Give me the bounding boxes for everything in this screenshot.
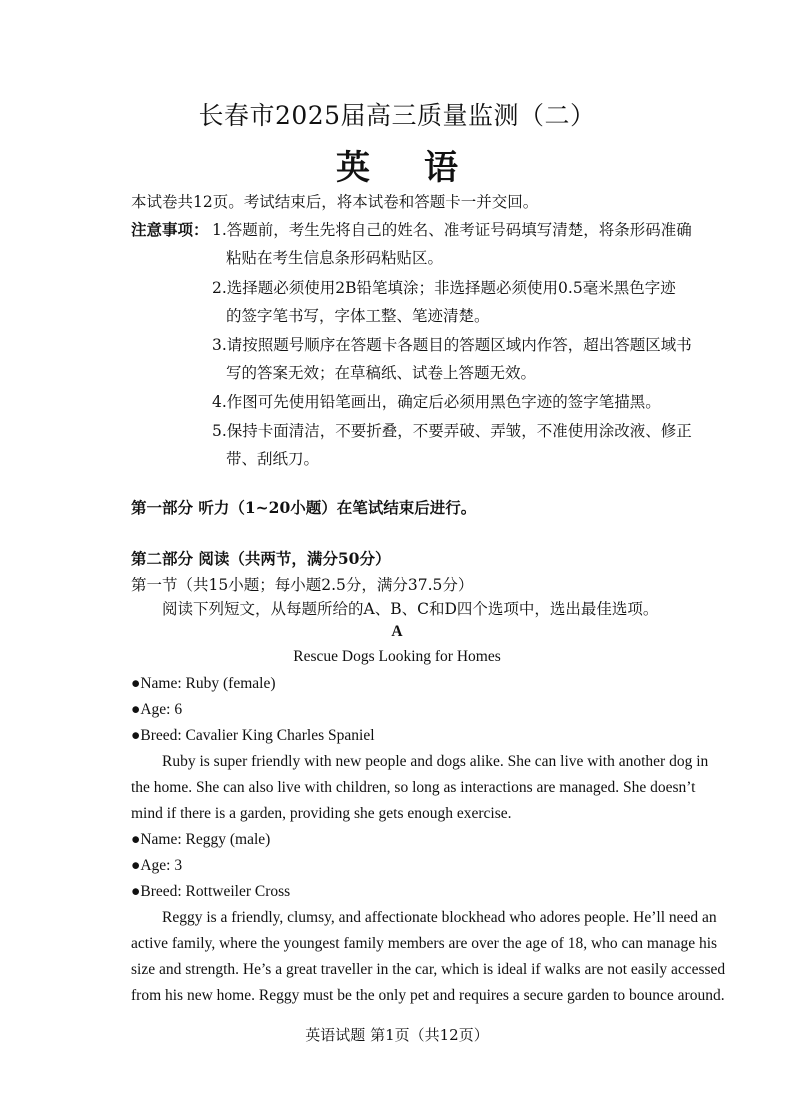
dog-2-breed: ●Breed: Rottweiler Cross <box>131 883 291 900</box>
note-5-line-2: 带、刮纸刀。 <box>226 450 320 468</box>
note-5-line-1: 5.保持卡面清洁，不要折叠，不要弄破、弄皱，不准使用涂改液、修正 <box>212 422 692 440</box>
dog-1-desc-line-2: the home. She can also live with children, so long as interactions are managed. She doesn’t <box>131 779 696 796</box>
dog-1-age: ●Age: 6 <box>131 701 183 718</box>
exam-title: 长春市2025届高三质量监测（二） <box>198 101 596 130</box>
dog-2-desc-line-2: active family, where the youngest family members are over the age of 18, who can manage his <box>131 935 718 952</box>
page-footer: 英语试题 第1页（共12页） <box>305 1026 489 1044</box>
dog-2-desc-line-1: Reggy is a friendly, clumsy, and affectionate blockhead who adores people. He’ll need an <box>162 909 717 926</box>
dog-1-desc-line-3: mind if there is a garden, providing she gets enough exercise. <box>131 805 512 822</box>
reading-instruction: 阅读下列短文，从每题所给的A、B、C和D四个选项中，选出最佳选项。 <box>162 600 659 618</box>
dog-2-desc-line-4: from his new home. Reggy must be the only pet and requires a secure garden to bounce around. <box>131 987 725 1004</box>
dog-2-age: ●Age: 3 <box>131 857 183 874</box>
dog-2-name: ●Name: Reggy (male) <box>131 831 271 848</box>
note-2-line-1: 2.选择题必须使用2B铅笔填涂；非选择题必须使用0.5毫米黑色字迹 <box>212 279 676 297</box>
note-3-line-2: 写的答案无效；在草稿纸、试卷上答题无效。 <box>226 364 537 382</box>
note-3-line-1: 3.请按照题号顺序在答题卡各题目的答题区域内作答，超出答题区域书 <box>212 336 692 354</box>
note-2-line-2: 的签字笔书写，字体工整、笔迹清楚。 <box>226 307 490 325</box>
part-two-heading: 第二部分 阅读（共两节，满分50分） <box>131 549 391 568</box>
subject-title: 英语 <box>336 148 512 188</box>
note-1-line-1: 1.答题前，考生先将自己的姓名、准考证号码填写清楚，将条形码准确 <box>212 221 692 239</box>
dog-1-breed: ●Breed: Cavalier King Charles Spaniel <box>131 727 375 744</box>
dog-2-desc-line-3: size and strength. He’s a great traveller in the car, which is ideal if walks are not easily accessed <box>131 961 726 978</box>
passage-letter: A <box>391 623 403 640</box>
note-1-line-2: 粘贴在考生信息条形码粘贴区。 <box>226 249 444 267</box>
dog-1-desc-line-1: Ruby is super friendly with new people and dogs alike. She can live with another dog in <box>162 753 709 770</box>
intro-text: 本试卷共12页。考试结束后，将本试卷和答题卡一并交回。 <box>131 193 539 211</box>
note-4-line-1: 4.作图可先使用铅笔画出，确定后必须用黑色字迹的签字笔描黑。 <box>212 393 661 411</box>
notes-label: 注意事项： <box>131 220 209 239</box>
section-one-heading: 第一节（共15小题；每小题2.5分，满分37.5分） <box>131 576 474 594</box>
dog-1-name: ●Name: Ruby (female) <box>131 675 276 692</box>
part-one-heading: 第一部分 听力（1~20小题）在笔试结束后进行。 <box>131 498 477 517</box>
passage-title: Rescue Dogs Looking for Homes <box>293 648 501 665</box>
